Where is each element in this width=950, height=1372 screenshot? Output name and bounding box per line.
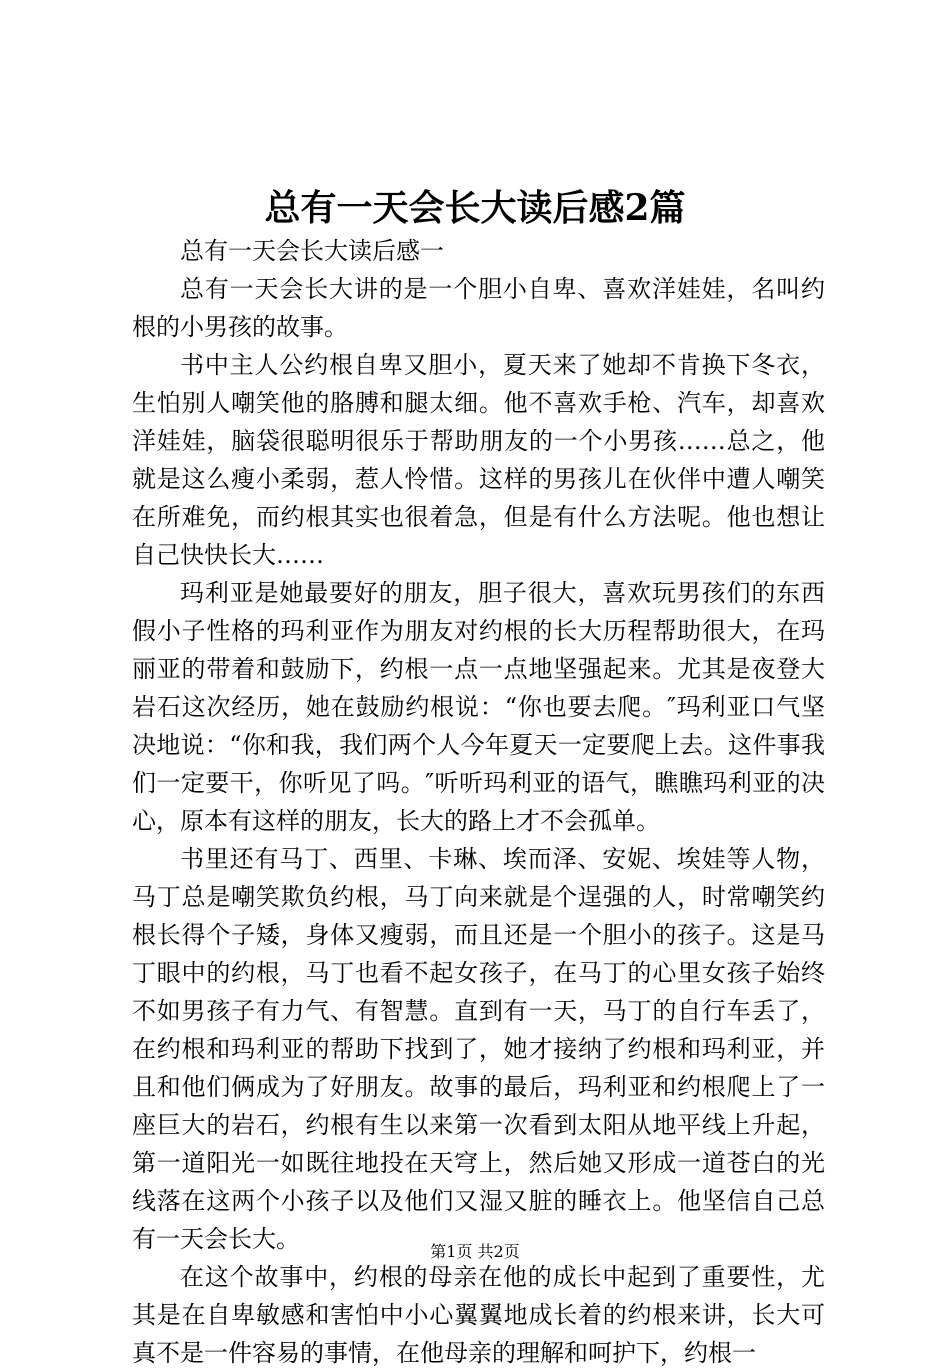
document-body — [132, 232, 825, 1372]
paragraph-subtitle: 总有一天会长大读后感一 — [180, 237, 444, 265]
paragraph: 书中主人公约根自卑又胆小，夏天来了她却不肯换下冬衣，生怕别人嘲笑他的胳膊和腿太细。他不喜欢手枪、汽车，却喜欢洋娃娃，脑袋很聪明很乐于帮助朋友的一个小男孩……总之，他就是这么瘦小柔弱，惹人怜惜。这样的男孩儿在伙伴中遭人嘲笑在所难免，而约根其实也很着急，但是有什么方法呢。他也想让自己快快长大…… — [132, 351, 825, 569]
paragraph: 玛利亚是她最要好的朋友，胆子很大，喜欢玩男孩们的东西假小子性格的玛利亚作为朋友对约根的长大历程帮助很大，在玛丽亚的带着和鼓励下，约根一点一点地坚强起来。尤其是夜登大岩石这次经历，她在鼓励约根说：“你也要去爬。″玛利亚口气坚决地说：“你和我，我们两个人今年夏天一定要爬上去。这件事我们一定要干，你听见了吗。″听听玛利亚的语气，瞧瞧玛利亚的决心，原本有这样的朋友，长大的路上才不会孤单。 — [132, 579, 825, 835]
document-title: 总有一天会长大读后感2篇 — [264, 187, 686, 229]
paragraph: 书里还有马丁、西里、卡琳、埃而泽、安妮、埃娃等人物，马丁总是嘲笑欺负约根，马丁向来就是个逞强的人，时常嘲笑约根长得个子矮，身体又瘦弱，而且还是一个胆小的孩子。这是马丁眼中的约根，马丁也看不起女孩子，在马丁的心里女孩子始终不如男孩子有力气、有智慧。直到有一天，马丁的自行车丢了，在约根和玛利亚的帮助下找到了，她才接纳了约根和玛利亚，并且和他们俩成为了好朋友。故事的最后，玛利亚和约根爬上了一座巨大的岩石，约根有生以来第一次看到太阳从地平线上升起，第一道阳光一如既往地投在天穹上，然后她又形成一道苍白的光线落在这两个小孩子以及他们又湿又脏的睡衣上。他坚信自己总有一天会长大。 — [132, 845, 825, 1253]
page-footer: 第1页 共2页 — [430, 1242, 520, 1261]
paragraph: 在这个故事中，约根的母亲在他的成长中起到了重要性，尤其是在自卑敏感和害怕中小心翼翼地成长着的约根来讲，长大可真不是一件容易的事情，在他母亲的理解和呵护下，约根一 — [132, 1263, 825, 1367]
paragraph: 总有一天会长大讲的是一个胆小自卑、喜欢洋娃娃，名叫约根的小男孩的故事。 — [132, 275, 825, 341]
